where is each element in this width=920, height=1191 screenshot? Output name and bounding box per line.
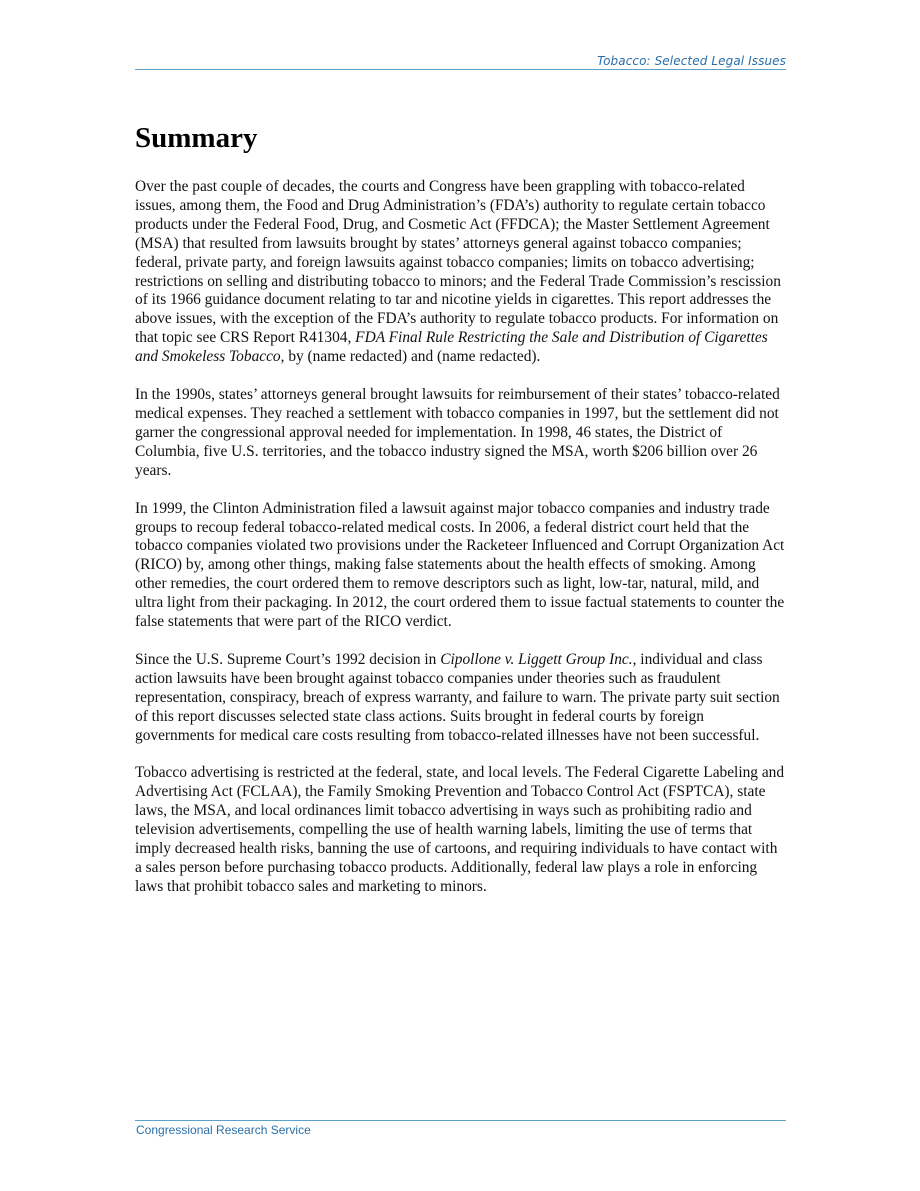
section-heading: Summary: [135, 122, 258, 154]
paragraph-text: Since the U.S. Supreme Court’s 1992 decision in: [135, 650, 441, 668]
paragraph-text: Over the past couple of decades, the courts and Congress have been grappling with tobacco-related issues, among them, the Food and Drug Administration’s (FDA’s) authority to regulate certain tobacco products under the Federal Food, Drug, and Cosmetic Act (FFDCA); the Master Settlement Agreement (MSA) that resulted from lawsuits brought by states’ attorneys general against tobacco companies; federal, private party, and foreign lawsuits against tobacco companies; limits on tobacco advertising; restrictions on selling and distributing tobacco to minors; and the Federal Trade Commission’s rescission of its 1966 guidance document relating to tar and nicotine yields in cigarettes. This report addresses the above issues, with the exception of the FDA’s authority to regulate tobacco products. For information on that topic see CRS Report R41304,: [135, 178, 781, 347]
running-header-title: Tobacco: Selected Legal Issues: [597, 54, 786, 68]
paragraph-private-suits: [135, 651, 787, 746]
report-title-italic: FDA Final Rule Restricting the Sale and Distribution of Cigarettes and Smokeless Tobacco: [135, 329, 768, 366]
paragraph-text: , by (name redacted) and (name redacted).: [280, 348, 541, 366]
header-rule: [135, 69, 786, 70]
paragraph-rico: In 1999, the Clinton Administration filed a lawsuit against major tobacco companies and industry trade groups to recoup federal tobacco-related medical costs. In 2006, a federal district court held that the tobacco companies violated two provisions under the Racketeer Influenced and Corrupt Organization Act (RICO) by, among other things, making false statements about the health effects of smoking. Among other remedies, the court ordered them to remove descriptors such as light, low-tar, natural, mild, and ultra light from their packaging. In 2012, the court ordered them to issue factual statements to counter the false statements that were part of the RICO verdict.: [135, 499, 785, 631]
paragraph-advertising: Tobacco advertising is restricted at the federal, state, and local levels. The Federal Cigarette Labeling and Advertising Act (FCLAA), the Family Smoking Prevention and Tobacco Control Act (FSPTCA), state laws, the MSA, and local ordinances limit tobacco advertising in ways such as prohibiting radio and television advertisements, compelling the use of health warning labels, limiting the use of terms that imply decreased health risks, banning the use of cartoons, and requiring individuals to have contact with a sales person before purchasing tobacco products. Additionally, federal law plays a role in enforcing laws that prohibit tobacco sales and marketing to minors.: [135, 764, 785, 895]
footer-organization: Congressional Research Service: [136, 1123, 311, 1137]
paragraph-scope: [135, 178, 787, 367]
case-name-italic: Cipollone v. Liggett Group Inc.: [440, 650, 633, 668]
summary-body: [135, 178, 787, 916]
paragraph-msa: In the 1990s, states’ attorneys general brought lawsuits for reimbursement of their states’ tobacco-related medical expenses. They reached a settlement with tobacco companies in 1997, but the settlement did not garner the congressional approval needed for implementation. In 1998, 46 states, the District of Columbia, five U.S. territories, and the tobacco industry signed the MSA, worth $206 billion over 26 years.: [135, 386, 780, 479]
footer-rule: [135, 1120, 786, 1121]
paragraph-text: , individual and class action lawsuits have been brought against tobacco companies under theories such as fraudulent representation, conspiracy, breach of express warranty, and failure to warn. The private party suit section of this report discusses selected state class actions. Suits brought in federal courts by foreign governments for medical care costs resulting from tobacco-related illnesses have not been successful.: [135, 650, 780, 744]
